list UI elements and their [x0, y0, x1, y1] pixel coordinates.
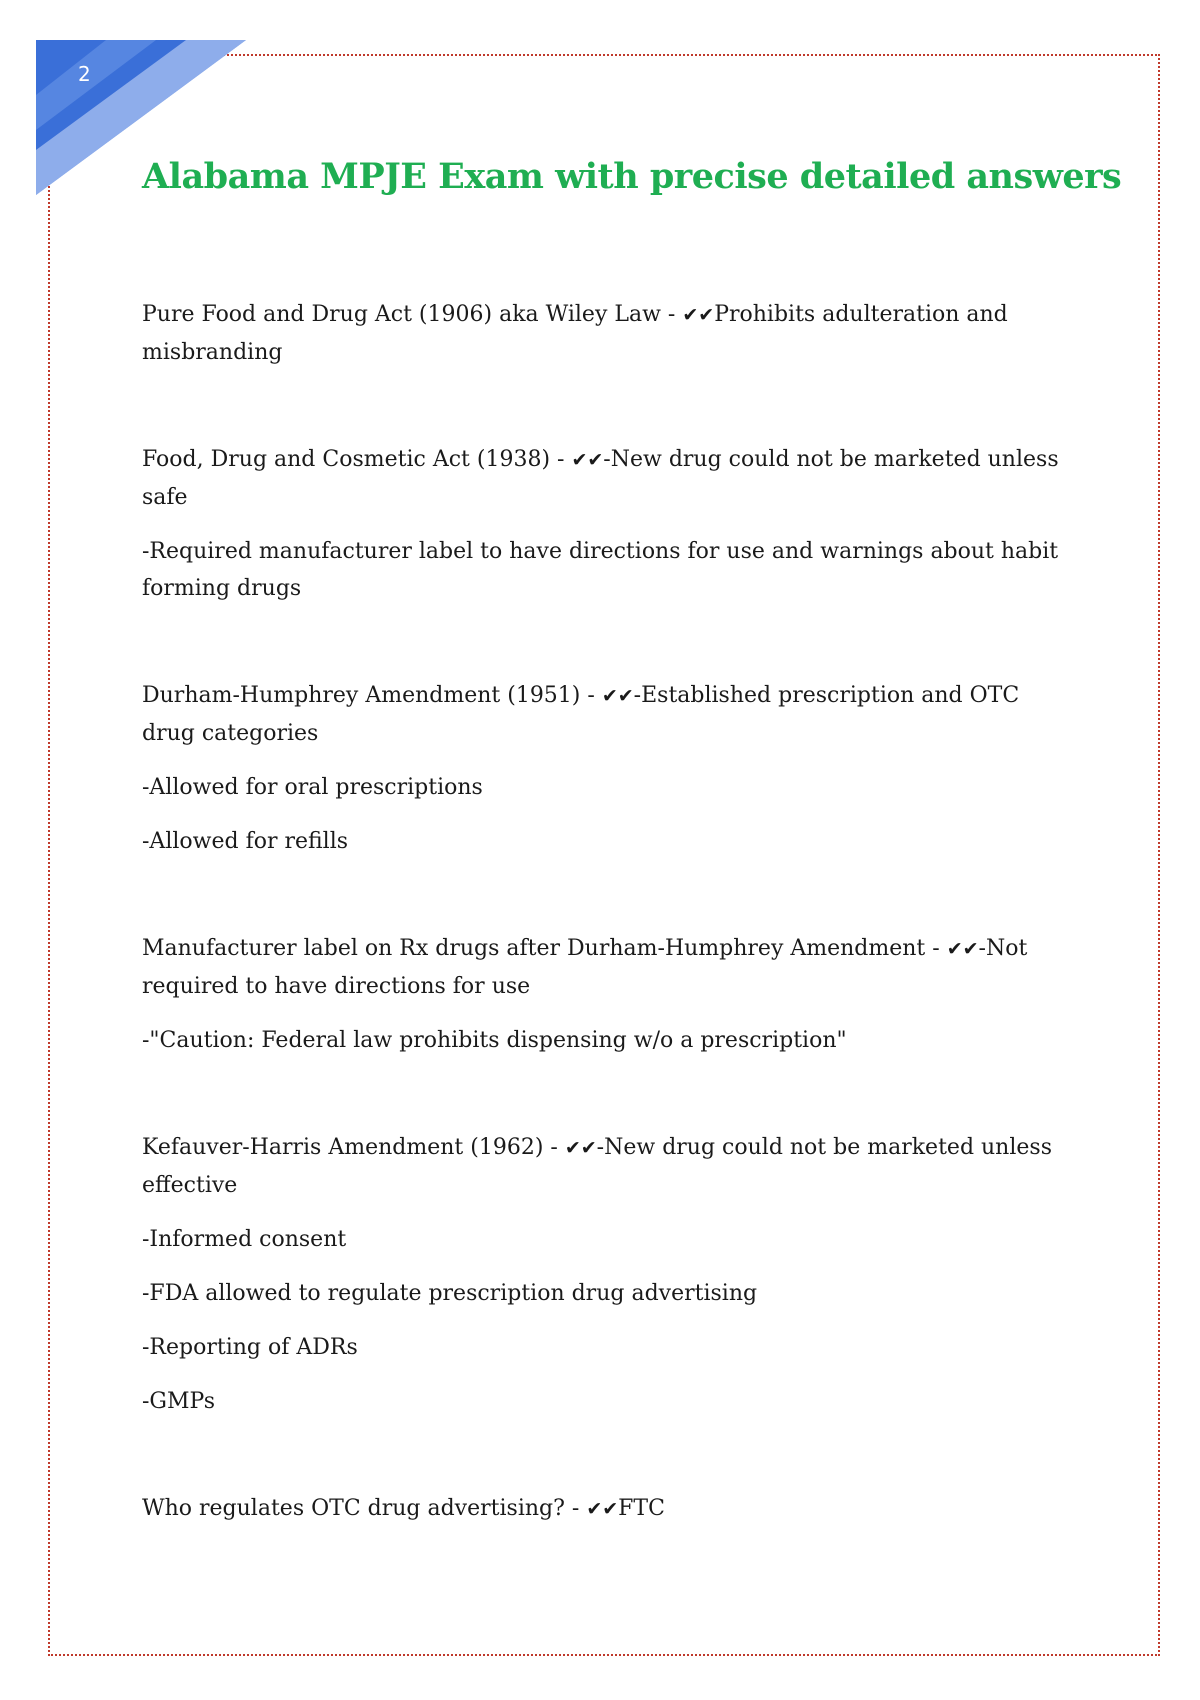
answer-detail: -Informed consent — [142, 1227, 347, 1252]
question-text: Manufacturer label on Rx drugs after Durham-Humphrey Amendment — [142, 936, 926, 961]
checkmarks-icon: ✔✔ — [571, 449, 604, 471]
qa-item — [142, 677, 1072, 860]
qa-main-line — [142, 677, 1072, 752]
answer-text: -Established prescription and OTC drug categories — [142, 683, 1020, 746]
qa-main-line — [142, 296, 1072, 371]
separator: - — [550, 447, 572, 472]
separator: - — [925, 936, 947, 961]
checkmarks-icon: ✔✔ — [946, 938, 979, 960]
separator: - — [564, 1496, 587, 1521]
separator: - — [660, 302, 683, 327]
page-number: 2 — [78, 62, 91, 86]
qa-main-line — [142, 930, 1072, 1005]
question-text: Food, Drug and Cosmetic Act (1938) — [142, 447, 551, 472]
checkmarks-icon: ✔✔ — [601, 685, 634, 707]
page-title: Alabama MPJE Exam with precise detailed answers — [142, 156, 1122, 197]
qa-main-line — [142, 1129, 1072, 1204]
answer-detail: -FDA allowed to regulate prescription drug advertising — [142, 1281, 758, 1306]
checkmarks-icon: ✔✔ — [682, 304, 715, 326]
question-text: Kefauver-Harris Amendment (1962) — [142, 1135, 544, 1160]
question-text: Who regulates OTC drug advertising? — [142, 1496, 565, 1521]
answer-detail: -Reporting of ADRs — [142, 1335, 358, 1360]
qa-item — [142, 1490, 1072, 1528]
answer-text: -New drug could not be marketed unless safe — [142, 447, 1059, 510]
qa-item — [142, 930, 1072, 1059]
answer-text: FTC — [618, 1496, 665, 1521]
qa-list — [142, 296, 1072, 1598]
question-text: Pure Food and Drug Act (1906) aka Wiley Law — [142, 302, 661, 327]
answer-detail: -Required manufacturer label to have directions for use and warnings about habit forming drugs — [142, 539, 1059, 601]
answer-text: -New drug could not be marketed unless effective — [142, 1135, 1052, 1198]
qa-item — [142, 1129, 1072, 1420]
qa-item — [142, 441, 1072, 607]
answer-detail: -GMPs — [142, 1389, 216, 1414]
checkmarks-icon: ✔✔ — [564, 1137, 597, 1159]
answer-detail: -"Caution: Federal law prohibits dispensing w/o a prescription" — [142, 1028, 847, 1053]
answer-text: Prohibits adulteration and misbranding — [142, 302, 1008, 365]
answer-detail: -Allowed for refills — [142, 829, 349, 854]
qa-main-line — [142, 1490, 1072, 1528]
question-text: Durham-Humphrey Amendment (1951) — [142, 683, 581, 708]
separator: - — [580, 683, 602, 708]
answer-text: -Not required to have directions for use — [142, 936, 1028, 999]
separator: - — [543, 1135, 565, 1160]
answer-detail: -Allowed for oral prescriptions — [142, 775, 483, 800]
checkmarks-icon: ✔✔ — [586, 1498, 619, 1520]
qa-main-line — [142, 441, 1072, 516]
qa-item — [142, 296, 1072, 371]
